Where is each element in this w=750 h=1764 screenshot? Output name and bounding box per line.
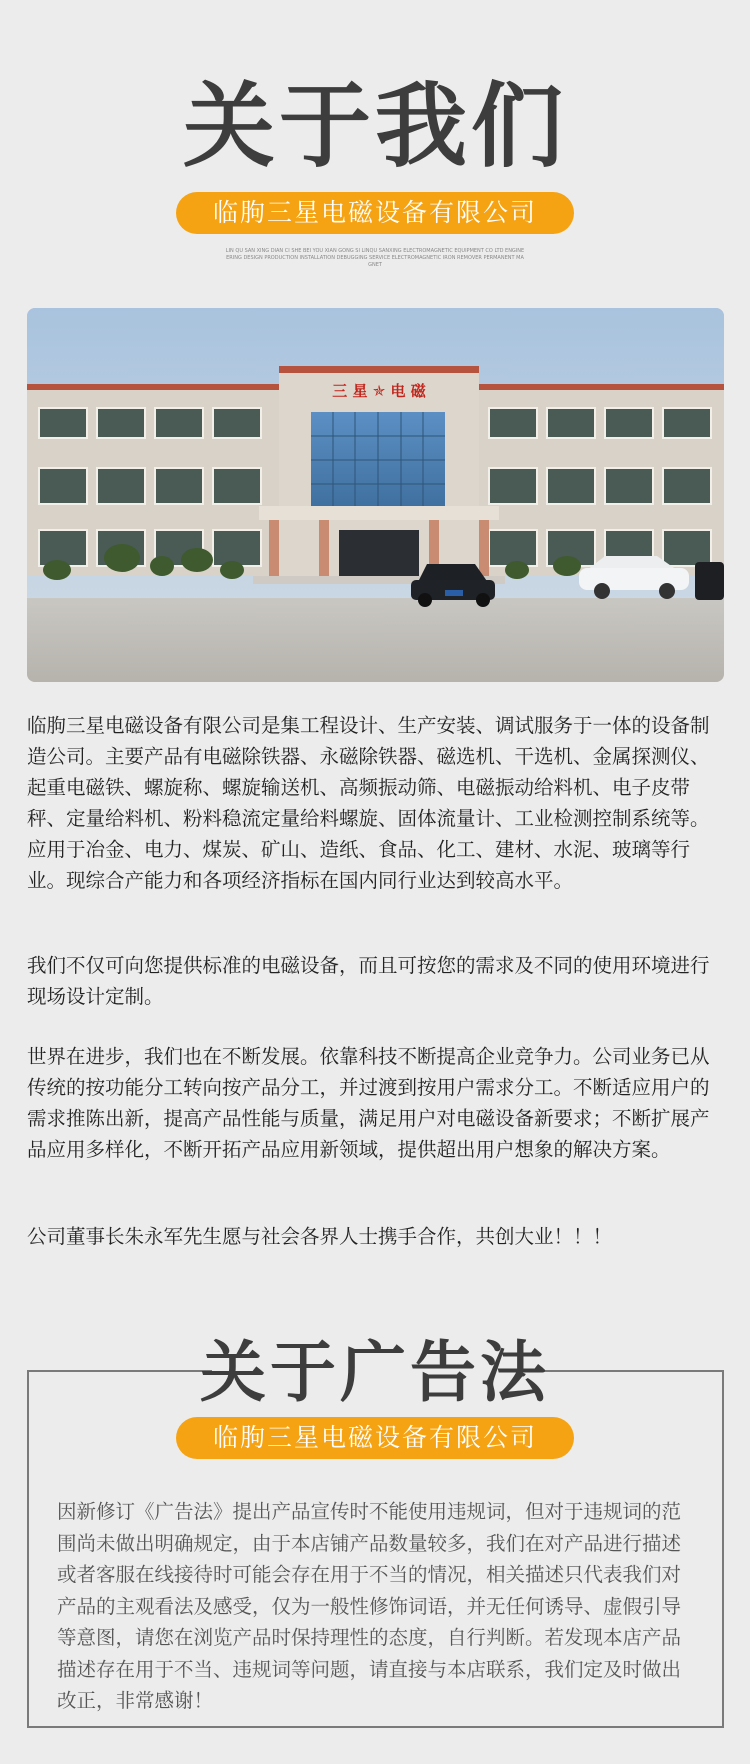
ad-law-company-badge: 临朐三星电磁设备有限公司 bbox=[176, 1417, 574, 1459]
chairman-paragraph: 公司董事长朱永军先生愿与社会各界人士携手合作，共创大业！！！ bbox=[27, 1225, 613, 1248]
customization-paragraph: 我们不仅可向您提供标准的电磁设备，而且可按您的需求及不同的使用环境进行现场设计定制。 bbox=[27, 954, 710, 1008]
company-name-badge: 临朐三星电磁设备有限公司 bbox=[176, 192, 574, 234]
ad-law-disclaimer: 因新修订《广告法》提出产品宣传时不能使用违规词，但对于违规词的范围尚未做出明确规定，由于本店铺产品数量较多，我们在对产品进行描述或者客服在线接待时可能会存在用于不当的情况，相关描述只代表我们对产品的主观看法及感受，仅为一般性修饰词语，并无任何诱导、虚假引导等意图，请您在浏览产品时保持理性的态度，自行判断。若发现本店产品描述存在用于不当、违规词等问题，请直接与本店联系，我们定及时做出改正，非常感谢！ bbox=[57, 1500, 682, 1712]
about-us-title: 关于我们 bbox=[182, 73, 567, 180]
decorative-fine-print: LIN QU SAN XING DIAN CI SHE BEI YOU XIAN GONG SI LINQU SANXING ELECTROMAGNETIC EQUIPMENT CO LTD ENGINEERING DESIGN PRODUCTION INSTALLATION DEBUGGING SERVICE ELECTROMAGNETIC IRON REMOVER PERMANENT MAGNET bbox=[225, 248, 525, 268]
company-intro-paragraph: 临朐三星电磁设备有限公司是集工程设计、生产安装、调试服务于一体的设备制造公司。主要产品有电磁除铁器、永磁除铁器、磁选机、干选机、金属探测仪、起重电磁铁、螺旋称、螺旋输送机、高频振动筛、电磁振动给料机、电子皮带秤、定量给料机、粉料稳流定量给料螺旋、固体流量计、工业检测控制系统等。应用于冶金、电力、煤炭、矿山、造纸、食品、化工、建材、水泥、玻璃等行业。现综合产能力和各项经济指标在国内同行业达到较高水平。 bbox=[27, 714, 710, 892]
building-sign: 三 星 ✯ 电 磁 bbox=[332, 382, 426, 400]
company-building-photo bbox=[27, 308, 724, 682]
building-illustration bbox=[27, 308, 724, 682]
ad-law-title: 关于广告法 bbox=[200, 1334, 550, 1411]
development-paragraph: 世界在进步，我们也在不断发展。依靠科技不断提高企业竞争力。公司业务已从传统的按功能分工转向按产品分工，并过渡到按用户需求分工。不断适应用户的需求推陈出新，提高产品性能与质量，满足用户对电磁设备新要求；不断扩展产品应用多样化，不断开拓产品应用新领域，提供超出用户想象的解决方案。 bbox=[27, 1045, 710, 1161]
